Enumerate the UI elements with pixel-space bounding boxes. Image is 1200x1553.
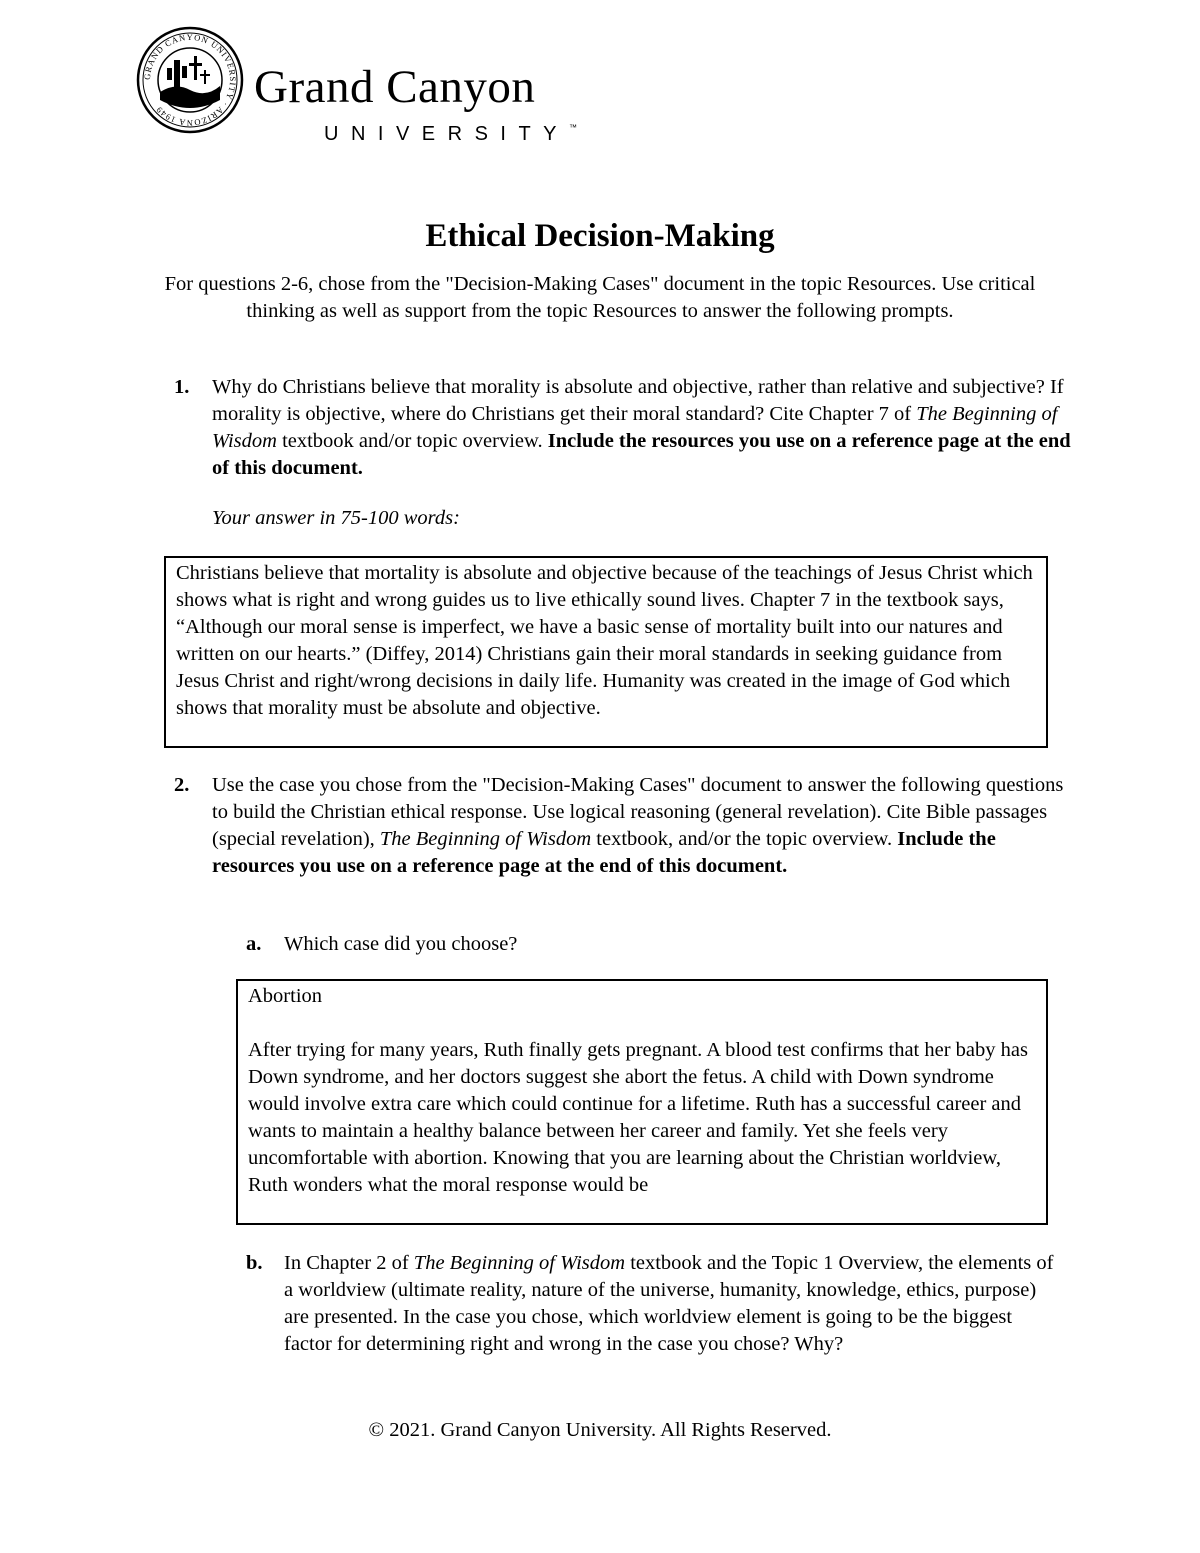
- answer-box-1[interactable]: [164, 556, 1048, 748]
- university-logo: [136, 26, 636, 145]
- question-1-number: 1.: [174, 376, 190, 398]
- svg-text:GRAND CANYON UNIVERSITY · ARIZ: GRAND CANYON UNIVERSITY · ARIZONA 1949: [141, 31, 239, 129]
- reference-instruction: Include the resources you use on a reference page at the end of this document.: [212, 828, 996, 877]
- logo-wordmark: Grand Canyon: [254, 61, 536, 113]
- book-title: The Beginning of Wisdom: [212, 403, 1058, 452]
- instructions: For questions 2-6, chose from the "Decision-Making Cases" document in the topic Resources. Use critical thinking as well as support from the topic Resources to answer the following prompts.: [164, 273, 1036, 322]
- page-title: Ethical Decision-Making: [425, 218, 775, 254]
- reference-instruction: Include the resources you use on a reference page at the end of this document.: [212, 430, 1071, 479]
- copyright-footer: © 2021. Grand Canyon University. All Rights Reserved.: [368, 1419, 832, 1441]
- subquestion-a-text: Which case did you choose?: [284, 933, 518, 955]
- question-2-number: 2.: [174, 774, 190, 796]
- question-1-text: Why do Christians believe that morality is absolute and objective, rather than relative and subjective? If morality is objective, where do Christians get their moral standard? Cite Chapter 7 of The Beginning of Wisdom textbook and/or topic overview. Include the resources you use on a reference page at the end of this document.: [212, 376, 1071, 479]
- case-description: After trying for many years, Ruth finally gets pregnant. A blood test confirms that her baby has Down syndrome, and her doctors suggest she abort the fetus. A child with Down syndrome would involve extra care which could continue for a lifetime. Ruth has a successful career and wants to maintain a healthy balance between her career and family. Yet she feels very uncomfortable with abortion. Knowing that you are learning about the Christian worldview, Ruth wonders what the moral response would be: [248, 1039, 1028, 1196]
- book-title: The Beginning of Wisdom: [379, 828, 592, 850]
- answer-1-text: Christians believe that mortality is absolute and objective because of the teachings of Jesus Christ which shows what is right and wrong guides us to live ethically sound lives. Chapter 7 in the textbook says, “Although our moral sense is imperfect, we have a basic sense of mortality built into our natures and written on our hearts.” (Diffey, 2014) Christians gain their moral standards in seeking guidance from Jesus Christ and right/wrong decisions in daily life. Humanity was created in the image of God which shows that morality must be absolute and objective.: [176, 562, 1033, 719]
- case-title: Abortion: [248, 985, 323, 1007]
- logo-subtitle: UNIVERSITY™: [324, 123, 578, 145]
- subquestion-b-text: In Chapter 2 of The Beginning of Wisdom textbook and the Topic 1 Overview, the elements of a worldview (ultimate reality, nature of the universe, humanity, knowledge, ethics, purpose) are presented. In the case you chose, which worldview element is going to be the biggest factor for determining right and wrong in the case you chose? Why?: [284, 1252, 1054, 1355]
- word-count-prompt: Your answer in 75-100 words:: [212, 507, 460, 529]
- subquestion-a-letter: a.: [246, 933, 262, 955]
- question-2-text: Use the case you chose from the "Decision-Making Cases" document to answer the following questions to build the Christian ethical response. Use logical reasoning (general revelation). Cite Bible passages (special revelation), The Beginning of Wisdom textbook, and/or the topic overview. Include the resources you use on a reference page at the end of this document.: [212, 774, 1064, 877]
- university-seal-icon: [136, 26, 244, 134]
- book-title: The Beginning of Wisdom: [413, 1252, 626, 1274]
- trademark-symbol: ™: [569, 123, 578, 132]
- subquestion-b-letter: b.: [246, 1252, 263, 1274]
- answer-box-2a[interactable]: [236, 979, 1048, 1225]
